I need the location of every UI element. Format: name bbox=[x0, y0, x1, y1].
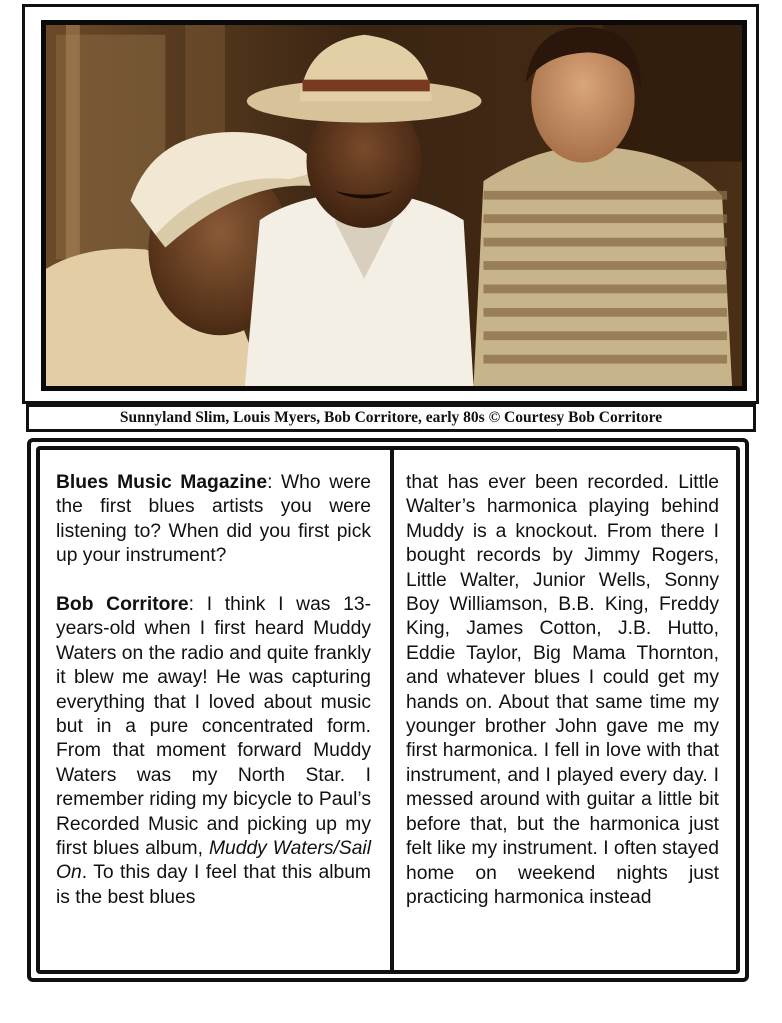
answer-continued: that has ever been recorded. Little Walter’s harmonica playing behind Muddy is a knockout. From there I bought records by Jimmy Rogers, Little Walter, Junior Wells, Sonny Boy Williamson, B.B. King, Freddy King, James Cotton, J.B. Hutto, Eddie Taylor, Big Mama Thornton, and whatever blues I could get my hands on. About that same time my younger brother John gave me my first harmonica. I fell in love with that instrument, and I played every day. I messed around with guitar a little bit before that, but the harmonica just felt like my instrument. I often stayed home on weekend nights just practicing harmonica instead bbox=[406, 472, 719, 908]
photo-frame bbox=[22, 4, 759, 404]
photo-caption-box bbox=[26, 404, 756, 432]
question-text: : Who were the first blues artists you were listening to? When did you first pick up your instrument? bbox=[56, 472, 371, 567]
article-inner-frame bbox=[36, 446, 740, 974]
photo-illustration bbox=[46, 25, 742, 386]
photo-image bbox=[41, 20, 747, 391]
article-left-column bbox=[56, 471, 371, 910]
article-box bbox=[27, 438, 749, 982]
photo-caption: Sunnyland Slim, Louis Myers, Bob Corritore, early 80s © Courtesy Bob Corritore bbox=[119, 409, 663, 426]
answer-text-part-1: : I think I was 13-years-old when I first heard Muddy Waters on the radio and quite frankly it blew me away! He was capturing everything that I loved about music but in a pure concentrated form. From that moment forward Muddy Waters was my North Star. I remember riding my bicycle to Paul’s Recorded Music and picking up my first blues album, bbox=[56, 594, 371, 860]
answer-speaker: Bob Corritore bbox=[56, 594, 189, 616]
question-paragraph bbox=[56, 471, 371, 569]
answer-text-part-2: . To this day I feel that this album is the best blues bbox=[56, 862, 371, 908]
answer-paragraph bbox=[56, 593, 371, 910]
album-title: Muddy Waters/Sail On bbox=[56, 838, 371, 884]
question-speaker: Blues Music Magazine bbox=[56, 472, 268, 493]
column-divider bbox=[390, 450, 394, 970]
article-right-column bbox=[406, 471, 719, 910]
